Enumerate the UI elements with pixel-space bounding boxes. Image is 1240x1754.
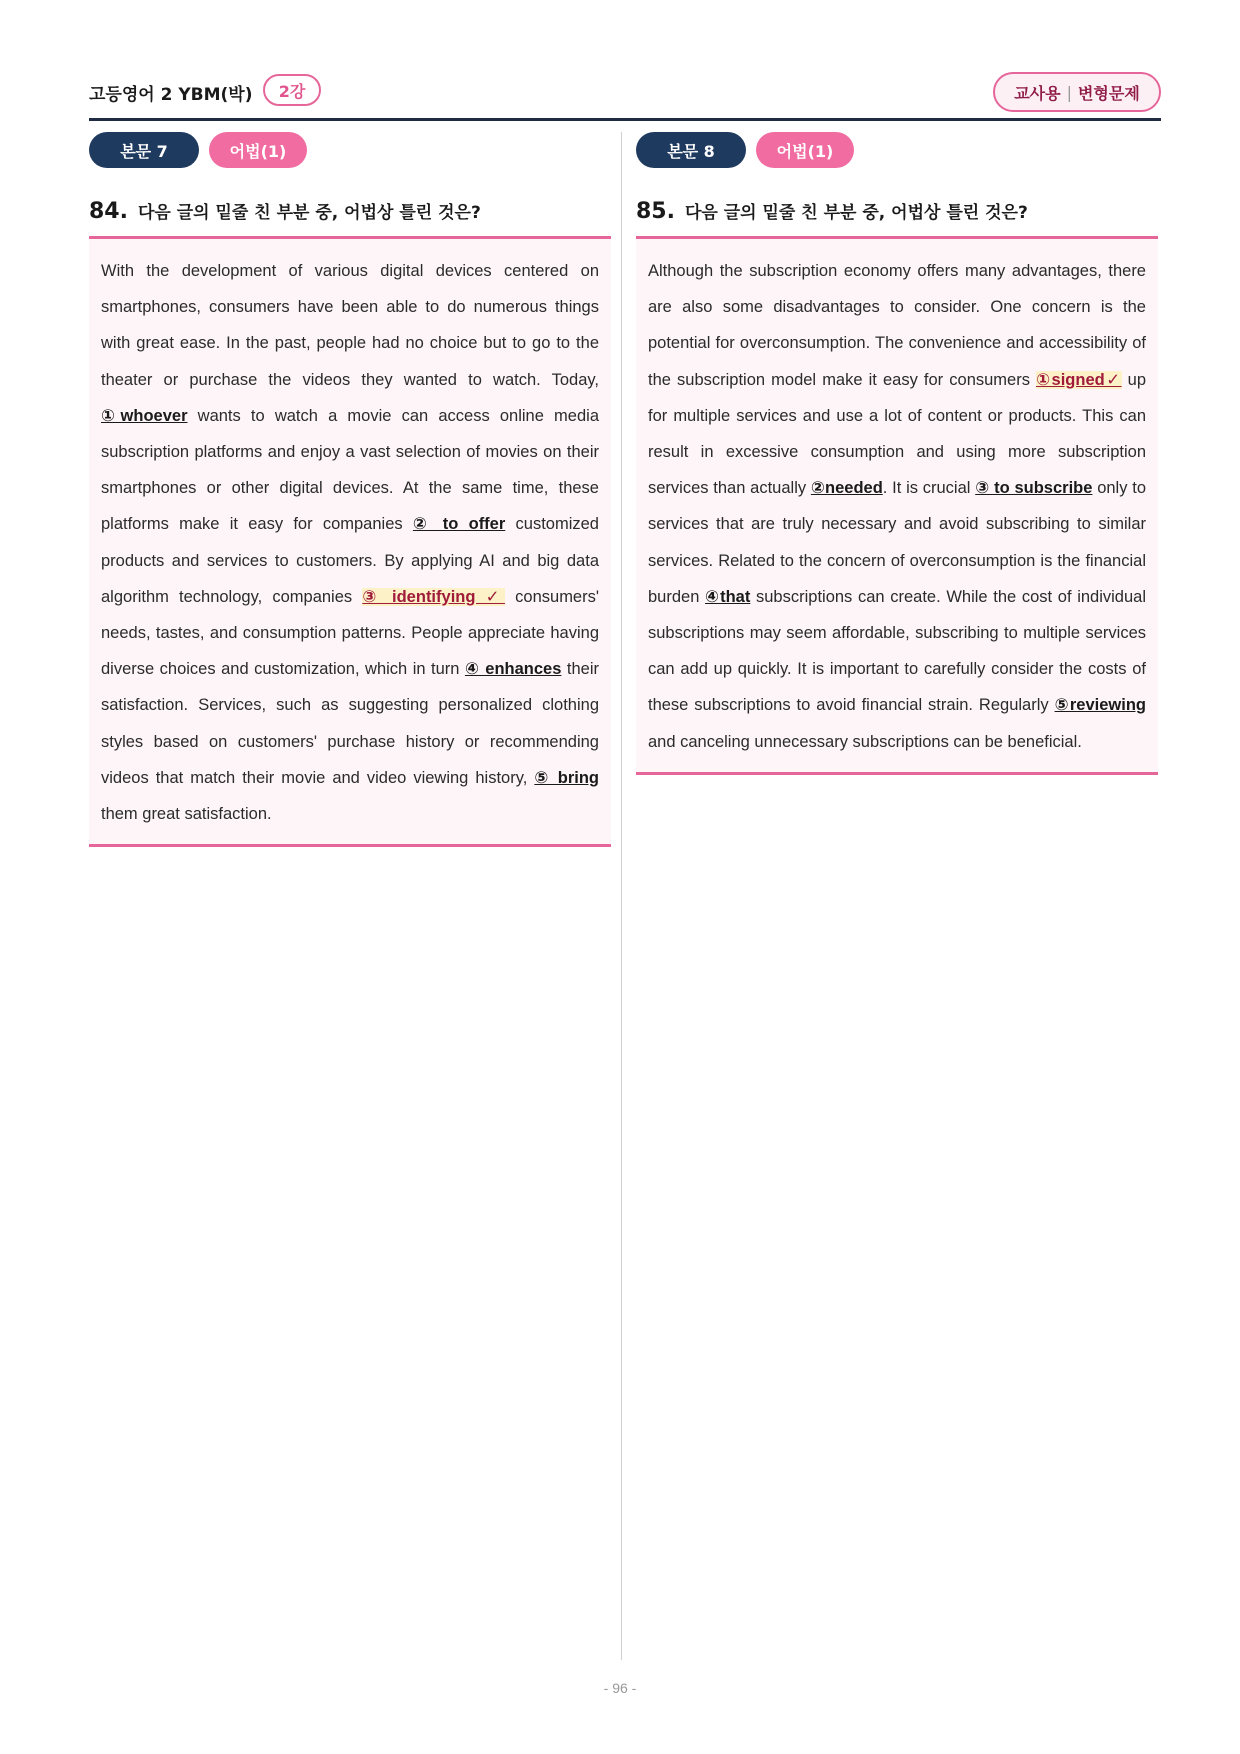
question-84-column [89, 132, 611, 847]
underlined-choice: ⑤reviewing [1054, 696, 1146, 715]
passage-text [648, 253, 1146, 760]
column-divider [621, 132, 622, 1660]
question-number: 84. [89, 199, 128, 224]
underlined-choice: ④that [705, 587, 751, 606]
passage-segment: consumers' needs, tastes, and consumption patterns. People appreciate having diverse choices and customization, which in turn [101, 587, 600, 679]
passage-segment: their satisfaction. Services, such as suggesting personalized clothing styles based on customers' purchase history or recommending videos that match their movie and video viewing history, [101, 660, 599, 787]
passage-segment: With the development of various digital devices centered on smartphones, consumers have been able to do numerous things with great ease. In the past, people had no choice but to go to the theater or purchase the videos they wanted to watch. Today, [101, 262, 599, 389]
type-tag: 어법(1) [756, 132, 854, 168]
question-text: 다음 글의 밑줄 친 부분 중, 어법상 틀린 것은? [137, 203, 481, 223]
passage-segment: subscriptions can create. While the cost of individual subscriptions may seem affordable, subscribing to multiple services can add up quickly. It is important to carefully consider the costs of these subscriptions to avoid financial strain. Regularly [648, 587, 1146, 715]
passage-bottom-rule [636, 772, 1158, 775]
question-number: 85. [636, 199, 675, 224]
header-rule [89, 118, 1161, 121]
passage-segment: wants to watch a movie can access online media subscription platforms and enjoy a vast selection of movies on their smartphones or other digital devices. At the same time, these platforms make it easy for companies [101, 406, 599, 534]
passage-segment: only to services that are truly necessary and avoid subscribing to similar services. Related to the concern of overconsumption is the financial burden [648, 479, 1146, 606]
tag-row [89, 132, 611, 168]
question-text: 다음 글의 밑줄 친 부분 중, 어법상 틀린 것은? [684, 203, 1028, 223]
passage-box [89, 239, 611, 844]
type-tag: 어법(1) [209, 132, 307, 168]
underlined-choice: ③ to subscribe [975, 479, 1093, 498]
badge-separator: | [1066, 82, 1072, 102]
question-heading [636, 198, 1158, 226]
page-header [89, 72, 1161, 122]
underlined-choice: ①whoever [101, 406, 188, 425]
underlined-choice: ⑤ bring [534, 768, 599, 787]
lesson-badge: 2강 [263, 74, 321, 106]
passage-box [636, 239, 1158, 772]
passage-bottom-rule [89, 844, 611, 847]
variant-label: 변형문제 [1077, 83, 1140, 103]
question-85-column [636, 132, 1158, 775]
answer-choice: ①signed✓ [1036, 370, 1122, 389]
underlined-choice: ④ enhances [464, 660, 562, 679]
passage-segment: and canceling unnecessary subscriptions can be beneficial. [648, 732, 1082, 751]
passage-segment: them great satisfaction. [101, 805, 272, 824]
tag-row [636, 132, 1158, 168]
passage-segment: Although the subscription economy offers many advantages, there are also some disadvantages to consider. One concern is the potential for overconsumption. The convenience and accessibility of the subscription model make it easy for consumers [648, 262, 1146, 389]
passage-segment: customized products and services to customers. By applying AI and big data algorithm technology, companies [101, 515, 599, 606]
passage-text [101, 253, 599, 832]
passage-segment: up for multiple services and use a lot of content or products. This can result in excessive consumption and using more subscription services than actually [648, 370, 1147, 498]
textbook-title: 고등영어 2 YBM(박) [89, 85, 253, 105]
page-number: - 96 - [603, 1680, 637, 1696]
section-tag: 본문 8 [636, 132, 746, 168]
section-tag: 본문 7 [89, 132, 199, 168]
question-heading [89, 198, 611, 226]
teacher-label: 교사용 [1014, 83, 1061, 103]
underlined-choice: ②needed [810, 479, 883, 498]
answer-choice: ③ identifying ✓ [362, 587, 505, 606]
teacher-badge [993, 72, 1161, 112]
passage-segment: . It is crucial [882, 479, 976, 498]
underlined-choice: ② to offer [412, 515, 506, 534]
